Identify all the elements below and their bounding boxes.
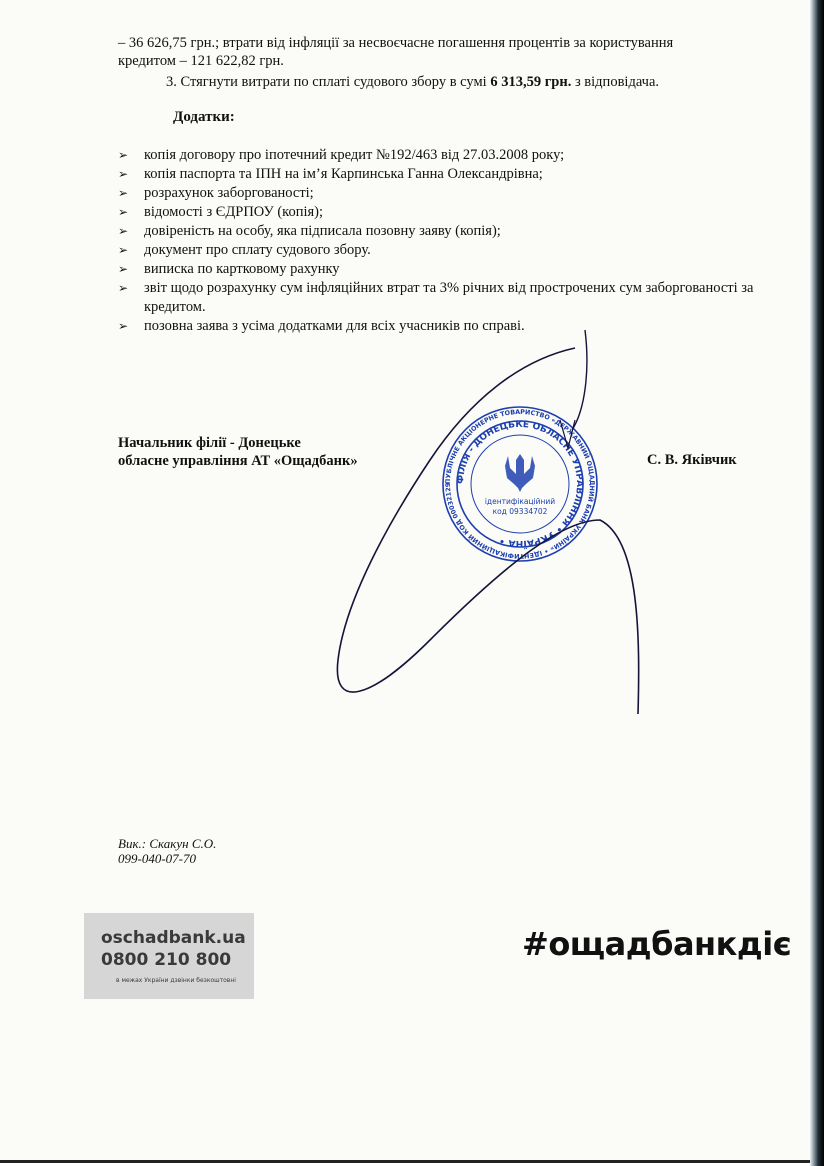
bullet-arrow-icon: ➢ xyxy=(118,205,129,219)
signer-title-line-1: Начальник філії - Донецьке xyxy=(118,435,301,451)
annex-item xyxy=(118,184,758,203)
body-line-2: кредитом – 121 622,82 грн. xyxy=(118,53,284,69)
annex-list xyxy=(118,146,758,336)
annex-item xyxy=(118,279,758,317)
annex-item-text: копія договору про іпотечний кредит №192/463 від 27.03.2008 року; xyxy=(144,147,565,163)
stamp-outer-text: ПУБЛІЧНЕ АКЦІОНЕРНЕ ТОВАРИСТВО «ДЕРЖАВНИЙ ОЩАДНИЙ БАНК УКРАЇНИ» • ІДЕНТИФІКАЦІЙНИЙ КОД 00032129 xyxy=(443,407,597,561)
annex-item-text: документ про сплату судового збору. xyxy=(144,242,371,258)
official-stamp xyxy=(440,404,600,564)
footer-phone: 0800 210 800 xyxy=(101,950,232,970)
footer-hashtag: #ощадбанкдіє xyxy=(522,925,792,963)
annex-item-text: звіт щодо розрахунку сум інфляційних втрат та 3% річних від прострочених сум заборгованості за кредитом. xyxy=(144,280,754,315)
bullet-arrow-icon: ➢ xyxy=(118,319,129,333)
trident-emblem-icon xyxy=(505,454,535,492)
executor-name: Вик.: Скакун С.О. xyxy=(118,836,217,851)
bullet-arrow-icon: ➢ xyxy=(118,224,129,238)
bullet-arrow-icon: ➢ xyxy=(118,243,129,257)
annex-item-text: виписка по картковому рахунку xyxy=(144,261,340,277)
body-line-1: – 36 626,75 грн.; втрати від інфляції за несвоєчасне погашення процентів за користування xyxy=(118,35,674,51)
bullet-arrow-icon: ➢ xyxy=(118,167,129,181)
bullet-arrow-icon: ➢ xyxy=(118,186,129,200)
stamp-inner-text: ФІЛІЯ - ДОНЕЦЬКЕ ОБЛАСНЕ УПРАВЛІННЯ • УКРАЇНА • xyxy=(455,419,585,549)
bullet-arrow-icon: ➢ xyxy=(118,281,129,295)
scan-edge xyxy=(810,0,824,1166)
annex-item-text: копія паспорта та ІПН на ім’я Карпинська Ганна Олександрівна; xyxy=(144,166,543,182)
footer-note: в межах України дзвінки безкоштовні xyxy=(116,977,236,984)
annex-item-text: розрахунок заборгованості; xyxy=(144,185,314,201)
claim-item-3 xyxy=(166,73,659,91)
signer-title-line-2: обласне управління АТ «Ощадбанк» xyxy=(118,453,358,469)
annex-item xyxy=(118,241,758,260)
executor-phone: 099-040-07-70 xyxy=(118,851,196,866)
annex-item-text: відомості з ЄДРПОУ (копія); xyxy=(144,204,324,220)
annex-item xyxy=(118,146,758,165)
footer-contact-box xyxy=(84,913,254,999)
annex-title: Додатки: xyxy=(173,109,235,125)
signer-title xyxy=(118,434,358,470)
bullet-arrow-icon: ➢ xyxy=(118,148,129,162)
stamp-center-line-1: ідентифікаційний xyxy=(484,497,556,506)
claim-item-3-suffix: з відповідача. xyxy=(571,74,660,90)
annex-item xyxy=(118,317,758,336)
executor-info xyxy=(118,836,216,866)
stamp-center-line-2: код 09334702 xyxy=(492,507,548,516)
annex-item-text: позовна заява з усіма додатками для всіх учасників по справі. xyxy=(144,318,525,334)
signer-name: С. В. Яківчик xyxy=(647,452,737,468)
annex-item xyxy=(118,165,758,184)
annex-item xyxy=(118,260,758,279)
footer-site: oschadbank.ua xyxy=(101,928,246,948)
claim-item-3-amount: 6 313,59 грн. xyxy=(490,74,572,90)
bullet-arrow-icon: ➢ xyxy=(118,262,129,276)
annex-item xyxy=(118,203,758,222)
annex-item xyxy=(118,222,758,241)
annex-item-text: довіреність на особу, яка підписала позовну заяву (копія); xyxy=(144,223,501,239)
claim-item-3-prefix: 3. Стягнути витрати по сплаті судового збору в сумі xyxy=(166,74,491,90)
